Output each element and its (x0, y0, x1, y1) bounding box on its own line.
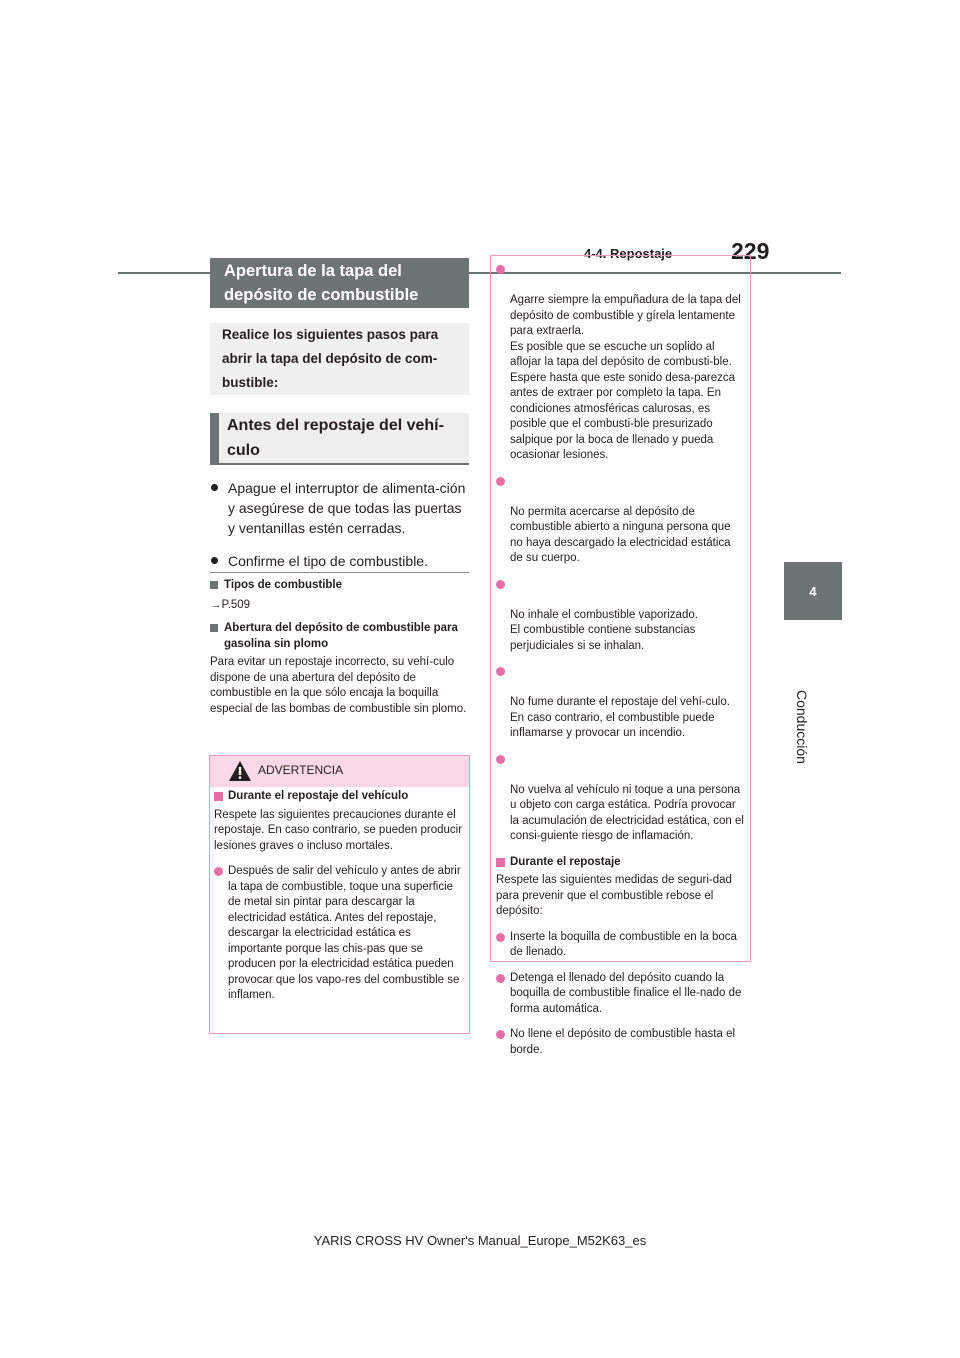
abertura-heading (210, 621, 472, 652)
square-bullet-icon (210, 581, 218, 589)
page-number: 229 (731, 238, 770, 264)
footer-text: YARIS CROSS HV Owner's Manual_Europe_M52K63_es (313, 1233, 647, 1248)
chapter-label: Conducción (794, 690, 810, 764)
warning-left-body (214, 789, 464, 1004)
bullet-text: No inhale el combustible vaporizado. El combustible contiene substancias perjudiciales si se inhalan. (510, 608, 698, 652)
bullet-icon (211, 557, 218, 564)
bullet-icon (496, 933, 505, 942)
square-bullet-icon (210, 624, 218, 632)
bullet-text: Agarre siempre la empuñadura de la tapa del depósito de combustible y gírela lentamente para extraerla. Es posible que se escuche un soplido al aflojar la tapa del depósito de combusti-ble. Espere hasta que este sonido desa-parezca antes de extraer por completo la tapa. En condiciones atmosféricas calurosas, es posible que el combusti-ble presurizado salpique por la boca de llenado y pueda ocasionar lesiones. (510, 294, 741, 461)
tipos-heading (210, 578, 486, 594)
section-title: 4-4. Repostaje (584, 246, 673, 261)
apertura-title: Apertura de la tapa del depósito de combustible (210, 258, 469, 308)
list-item (214, 864, 464, 1004)
warning-label: ADVERTENCIA (258, 763, 344, 777)
warning-text: Respete las siguientes precauciones durante el repostaje. En caso contrario, se pueden producir lesiones graves o incluso mortales. (214, 808, 463, 852)
bullet-icon (496, 265, 505, 274)
bullet-text: No vuelva al vehículo ni toque a una persona u objeto con carga estática. Podría provocar la acumulación de electricidad estática, con el consi-guiente riesgo de inflamación. (510, 783, 744, 842)
bullet-text: Detenga el llenado del depósito cuando la boquilla de combustible finalice el lle-nado de forma automática. (510, 971, 742, 1015)
list-item (496, 664, 746, 742)
bullet-text: Después de salir del vehículo y antes de abrir la tapa de combustible, toque una superficie de metal sin pintar para descargar la electricidad estática. Antes del repostaje, descargar la electricidad estática es importante porque las chis-pas que se producen por la electricidad estática pueden provocar que los vapo-res del combustible se inflamen. (228, 865, 461, 1001)
warning-right-body (496, 262, 746, 1058)
bullet-text: Confirme el tipo de combustible. (228, 553, 428, 569)
list-item (210, 551, 472, 571)
warning-heading-text: Durante el repostaje del vehículo (228, 790, 409, 802)
warning-triangle-icon (228, 760, 252, 787)
tipos-heading-text: Tipos de combustible (224, 579, 342, 591)
list-item (210, 478, 472, 538)
bullet-text: No fume durante el repostaje del vehí-culo. En caso contrario, el combustible puede inflamarse y provocar un incendio. (510, 696, 730, 739)
square-bullet-icon (214, 792, 223, 801)
page-reference-link[interactable]: →P.509 (210, 599, 251, 611)
chapter-tab: 4 (784, 562, 842, 620)
list-item (496, 262, 746, 464)
bullet-icon (496, 974, 505, 983)
abertura-section (210, 621, 472, 717)
abertura-text: Para evitar un repostaje incorrecto, su vehí-culo dispone de una abertura del depósito de combustible en la que sólo encaja la boquilla especial de las bombas de combustible sin plomo. (210, 656, 467, 715)
intro-text: Realice los siguientes pasos para abrir la tapa del depósito de com-bustible: (210, 323, 469, 395)
section-divider (210, 572, 469, 573)
bullet-icon (496, 1030, 505, 1039)
list-item (496, 971, 746, 1018)
list-item (496, 752, 746, 845)
bullet-text: Inserte la boquilla de combustible en la boca de llenado. (510, 930, 737, 958)
bullet-text: No permita acercarse al depósito de combustible abierto a ninguna persona que no haya descargado la electricidad estática de su cuerpo. (510, 505, 731, 564)
bullet-text: No llene el depósito de combustible hasta el borde. (510, 1028, 736, 1056)
bullet-list (210, 478, 472, 584)
bullet-text: Apague el interruptor de alimenta-ción y asegúrese de que todas las puertas y ventanillas estén cerradas. (228, 480, 466, 536)
warning-heading (496, 855, 746, 871)
bullet-icon (496, 477, 505, 486)
bullet-icon (211, 484, 218, 491)
warning-heading (214, 789, 464, 805)
bullet-icon (496, 667, 505, 676)
square-bullet-icon (496, 858, 505, 867)
warning-text: Respete las siguientes medidas de seguri-dad para prevenir que el combustible rebose el depósito: (496, 874, 732, 917)
abertura-heading-text: Abertura del depósito de combustible para gasolina sin plomo (224, 622, 458, 650)
bullet-icon (214, 867, 223, 876)
list-item (496, 1027, 746, 1058)
bullet-icon (496, 755, 505, 764)
bullet-icon (496, 580, 505, 589)
list-item (496, 930, 746, 961)
warning-heading-text: Durante el repostaje (510, 855, 621, 868)
list-item (496, 474, 746, 567)
list-item (496, 577, 746, 655)
antes-title: Antes del repostaje del vehí-culo (210, 413, 469, 465)
